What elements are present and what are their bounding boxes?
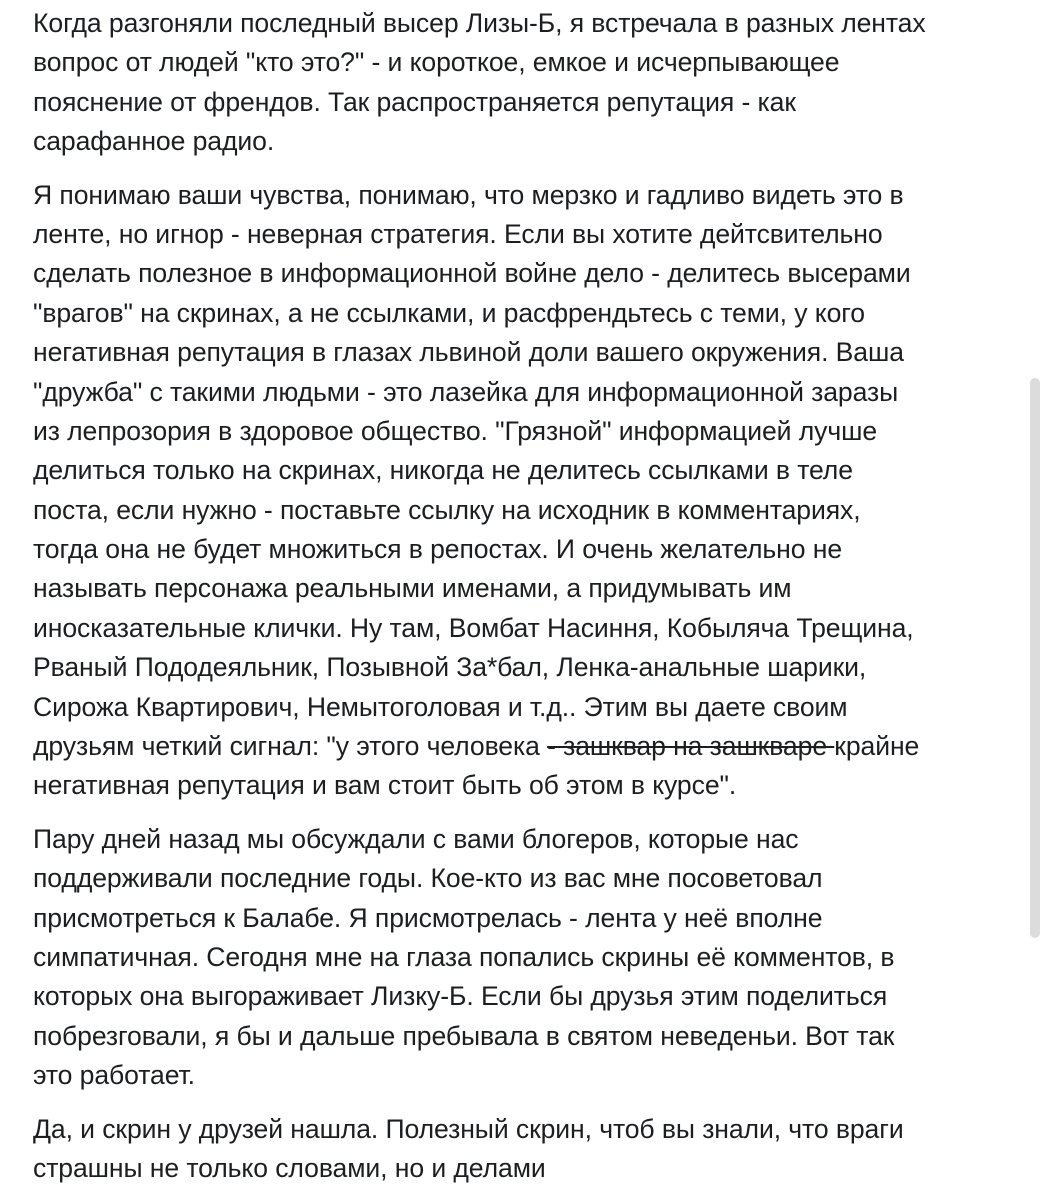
text-line: Рваный Пододеяльник, Позывной За*бал, Ленка-анальные шарики,	[33, 652, 867, 683]
paragraph-3	[33, 820, 1018, 1096]
text-line: тогда она не будет множиться в репостах. И очень желательно не	[33, 534, 843, 565]
paragraph-4	[33, 1110, 1018, 1189]
paragraph-2	[33, 176, 1018, 806]
text-after-strike: крайне	[834, 731, 920, 762]
text-line: иносказательные клички. Ну там, Вомбат Насиння, Кобыляча Трещина,	[33, 612, 914, 643]
text-line: вопрос от людей "кто это?" - и короткое, емкое и исчерпывающее	[33, 47, 840, 78]
text-line: присмотреться к Балабе. Я присмотрелась - лента у неё вполне	[33, 902, 823, 933]
text-line: "дружба" с такими людьми - это лазейка для информационной заразы	[33, 376, 899, 407]
text-line: называть персонажа реальными именами, а придумывать им	[33, 573, 792, 604]
struck-text: - зашквар на зашкваре	[547, 731, 835, 762]
text-line: сарафанное радио.	[33, 126, 275, 157]
text-before-strike: друзьям четкий сигнал: "у этого человека	[33, 731, 548, 762]
text-line: Да, и скрин у друзей нашла. Полезный скрин, чтоб вы знали, что враги	[33, 1113, 904, 1144]
text-line: симпатичная. Сегодня мне на глаза попались скрины её комментов, в	[33, 941, 895, 972]
text-line: пояснение от френдов. Так распространяется репутация - как	[33, 86, 796, 117]
text-line: Пару дней назад мы обсуждали с вами блогеров, которые нас	[33, 823, 799, 854]
text-line: поддерживали последние годы. Кое-кто из вас мне посоветовал	[33, 863, 823, 894]
text-line: это работает.	[33, 1060, 195, 1091]
strikethrough-line	[33, 727, 1018, 766]
scrollbar-thumb[interactable]	[1030, 378, 1040, 938]
post-body	[33, 4, 1018, 1200]
text-line: негативная репутация в глазах львиной доли вашего окружения. Ваша	[33, 337, 904, 368]
text-line: Сирожа Квартирович, Немытоголовая и т.д.. Этим вы даете своим	[33, 691, 848, 722]
text-line: страшны не только словами, но и делами	[33, 1152, 546, 1183]
text-line: сделать полезное в информационной войне дело - делитесь высерами	[33, 258, 911, 289]
text-line: делиться только на скринах, никогда не делитесь ссылками в теле	[33, 455, 853, 486]
text-line: негативная репутация и вам стоит быть об этом в курсе".	[33, 770, 737, 801]
text-line: побрезговали, я бы и дальше пребывала в святом неведеньи. Вот так	[33, 1020, 895, 1051]
text-line: "врагов" на скринах, а не ссылками, и расфрендьтесь с теми, у кого	[33, 297, 865, 328]
text-line: поста, если нужно - поставьте ссылку на исходник в комментариях,	[33, 494, 861, 525]
text-line: которых она выгораживает Лизку-Б. Если бы друзья этим поделиться	[33, 981, 888, 1012]
text-line: Я понимаю ваши чувства, понимаю, что мерзко и гадливо видеть это в	[33, 179, 904, 210]
vertical-scrollbar[interactable]	[1028, 0, 1042, 1200]
paragraph-1	[33, 4, 1018, 162]
text-line: Когда разгоняли последный высер Лизы-Б, я встречала в разных лентах	[33, 8, 926, 38]
text-line: из лепрозория в здоровое общество. "Грязной" информацией лучше	[33, 415, 878, 446]
text-line: ленте, но игнор - неверная стратегия. Если вы хотите дейтсвительно	[33, 218, 883, 249]
